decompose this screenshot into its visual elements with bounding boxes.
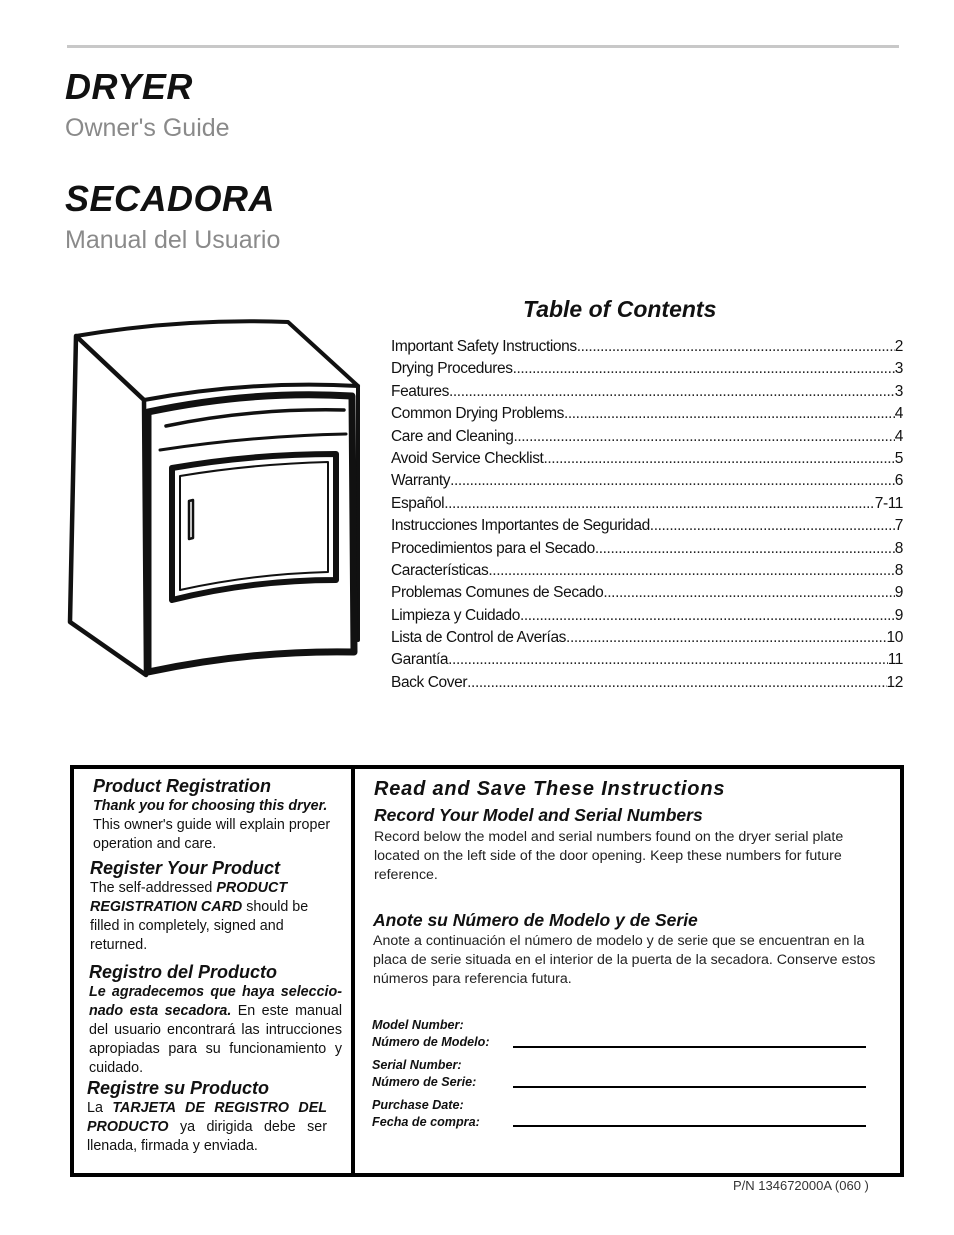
toc-item-page: 7 bbox=[894, 517, 903, 535]
dot-leader bbox=[520, 607, 895, 625]
purchase-date-label-es: Fecha de compra: bbox=[372, 1115, 480, 1129]
toc-item[interactable] bbox=[391, 562, 903, 584]
toc-item-label: Features bbox=[391, 382, 449, 400]
toc-item[interactable] bbox=[391, 405, 903, 427]
toc-item-page: 2 bbox=[894, 338, 903, 355]
title-secadora: SECADORA bbox=[65, 178, 276, 219]
toc-item[interactable] bbox=[391, 495, 903, 517]
dot-leader bbox=[449, 383, 895, 401]
register-product-pre: The self-addressed bbox=[90, 880, 217, 896]
toc-item-page: 8 bbox=[894, 539, 903, 557]
purchase-date-label bbox=[372, 1097, 480, 1131]
toc-item-label: Español bbox=[391, 494, 445, 512]
dot-leader bbox=[467, 674, 886, 692]
model-number-line[interactable] bbox=[513, 1046, 866, 1048]
toc-item-page: 6 bbox=[894, 472, 903, 490]
toc-item[interactable] bbox=[391, 360, 903, 382]
register-product-block bbox=[90, 857, 320, 955]
serial-number-line[interactable] bbox=[513, 1086, 866, 1088]
dryer-illustration bbox=[62, 316, 368, 682]
register-product-post: should be filled in completely, signed and returned. bbox=[90, 899, 309, 953]
subtitle-owners-guide: Owner's Guide bbox=[65, 114, 230, 142]
toc-item[interactable] bbox=[391, 607, 903, 629]
toc-item[interactable] bbox=[391, 383, 903, 405]
toc-item[interactable] bbox=[391, 472, 903, 494]
registre-post: ya dirigida debe ser llenada, firmada y enviada. bbox=[87, 1119, 327, 1154]
toc-item-label: Procedimientos para el Secado bbox=[391, 539, 595, 557]
registro-heading: Registro del Producto bbox=[89, 962, 278, 982]
toc-item-label: Drying Procedures bbox=[391, 360, 513, 378]
registre-pre: La bbox=[87, 1100, 113, 1116]
toc-item-page: 7-11 bbox=[874, 494, 903, 512]
product-registration-thanks: Thank you for choosing this dryer. bbox=[93, 798, 328, 814]
toc-item-label: Problemas Comunes de Secado bbox=[391, 584, 604, 602]
register-product-heading: Register Your Product bbox=[90, 858, 281, 878]
read-save-title: Read and Save These Instructions bbox=[374, 778, 726, 800]
toc-item-label: Lista de Control de Averías bbox=[391, 629, 567, 647]
registro-body: En este manual del usuario encontrará las intrucciones apropiadas para su funcionamiento y cuidado. bbox=[89, 1003, 342, 1076]
toc-item-label: Garantía bbox=[391, 651, 449, 669]
toc-item[interactable] bbox=[391, 584, 903, 606]
title-dryer: DRYER bbox=[65, 66, 193, 107]
dot-leader bbox=[543, 450, 894, 468]
panel-divider bbox=[351, 769, 355, 1173]
toc-item-label: Limpieza y Cuidado bbox=[391, 606, 520, 624]
toc-item-page: 11 bbox=[887, 651, 903, 669]
top-rule bbox=[67, 45, 899, 48]
registro-block bbox=[89, 961, 342, 1078]
dot-leader bbox=[564, 405, 895, 423]
toc-item-page: 4 bbox=[894, 427, 903, 445]
toc-item[interactable] bbox=[391, 540, 903, 562]
tarjeta-registro-name: TARJETA DE REGISTRO DEL PRODUCTO bbox=[87, 1100, 327, 1135]
purchase-date-label-en: Purchase Date: bbox=[372, 1098, 464, 1112]
registro-thanks: Le agradecemos que haya seleccio-nado esta secadora. bbox=[89, 984, 342, 1019]
anote-numero-heading: Anote su Número de Modelo y de Serie bbox=[373, 910, 698, 930]
product-registration-block bbox=[93, 775, 333, 854]
toc-item[interactable] bbox=[391, 629, 903, 651]
toc-item[interactable] bbox=[391, 450, 903, 472]
dot-leader bbox=[603, 584, 894, 602]
toc-item-label: Avoid Service Checklist bbox=[391, 449, 544, 467]
model-number-label-es: Número de Modelo: bbox=[372, 1035, 490, 1049]
dot-leader bbox=[650, 517, 895, 535]
purchase-date-line[interactable] bbox=[513, 1125, 866, 1127]
dot-leader bbox=[448, 651, 888, 669]
dot-leader bbox=[595, 540, 895, 558]
registration-card-name: PRODUCT REGISTRATION CARD bbox=[90, 880, 288, 915]
registre-block bbox=[87, 1077, 327, 1156]
product-registration-body: This owner's guide will explain proper operation and care. bbox=[93, 817, 331, 852]
model-number-label-en: Model Number: bbox=[372, 1018, 464, 1032]
toc-item[interactable] bbox=[391, 651, 903, 673]
dot-leader bbox=[450, 472, 895, 490]
subtitle-manual-usuario: Manual del Usuario bbox=[65, 226, 281, 254]
toc-item-page: 3 bbox=[894, 360, 903, 378]
toc-item-label: Warranty bbox=[391, 472, 451, 490]
dot-leader bbox=[444, 495, 875, 513]
serial-number-label-en: Serial Number: bbox=[372, 1058, 462, 1072]
toc-title: Table of Contents bbox=[523, 296, 717, 322]
toc-item-label: Care and Cleaning bbox=[391, 427, 514, 445]
serial-number-label-es: Número de Serie: bbox=[372, 1075, 477, 1089]
toc-item-label: Características bbox=[391, 561, 489, 579]
toc-item-page: 12 bbox=[886, 673, 903, 691]
toc-item-page: 8 bbox=[894, 561, 903, 579]
toc-item-page: 9 bbox=[894, 606, 903, 624]
part-number: P/N 134672000A (060 ) bbox=[733, 1178, 869, 1193]
toc-item-page: 3 bbox=[894, 382, 903, 400]
dot-leader bbox=[577, 338, 895, 356]
product-registration-heading: Product Registration bbox=[93, 776, 272, 796]
toc-item-page: 9 bbox=[894, 584, 903, 602]
anote-numero-body: Anote a continuación el número de modelo y de serie que se encuentran en la placa de serie situada en el interior de la puerta de la secadora. Conserve estos números para referencia futura. bbox=[373, 933, 876, 987]
registre-heading: Registre su Producto bbox=[87, 1078, 270, 1098]
toc-item-label: Back Cover bbox=[391, 673, 468, 691]
dot-leader bbox=[566, 629, 887, 647]
toc-item[interactable] bbox=[391, 338, 903, 360]
table-of-contents bbox=[391, 338, 903, 696]
toc-item-label: Instrucciones Importantes de Seguridad bbox=[391, 517, 650, 535]
toc-item[interactable] bbox=[391, 517, 903, 539]
toc-item-label: Important Safety Instructions bbox=[391, 338, 577, 355]
dot-leader bbox=[513, 360, 895, 378]
toc-item-page: 10 bbox=[886, 629, 903, 647]
toc-item-label: Common Drying Problems bbox=[391, 405, 564, 423]
record-numbers-body: Record below the model and serial numbers found on the dryer serial plate located on the left side of the door opening. Keep these numbers for future reference. bbox=[374, 829, 844, 883]
record-numbers-heading: Record Your Model and Serial Numbers bbox=[374, 805, 703, 825]
dot-leader bbox=[488, 562, 894, 580]
toc-item-page: 4 bbox=[894, 405, 903, 423]
dot-leader bbox=[513, 428, 894, 446]
toc-item-page: 5 bbox=[894, 449, 903, 467]
toc-item[interactable] bbox=[391, 428, 903, 450]
model-number-label bbox=[372, 1017, 490, 1051]
toc-item[interactable] bbox=[391, 674, 903, 696]
serial-number-label bbox=[372, 1057, 476, 1091]
